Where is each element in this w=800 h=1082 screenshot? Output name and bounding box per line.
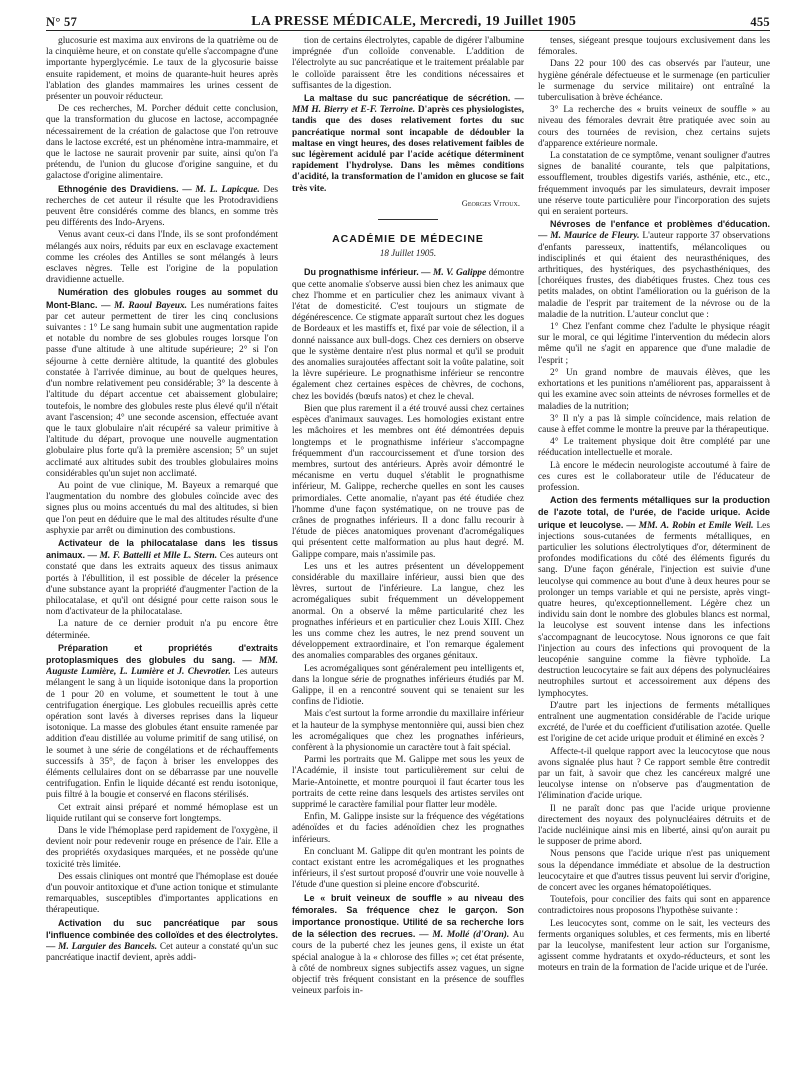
paragraph: Enfin, M. Galippe insiste sur la fréquence des végétations adénoïdes et du facies adénoïdien chez les prognathes inférieurs.	[292, 812, 524, 845]
paragraph: glucosurie est maxima aux environs de la quatrième ou de la cinquième heure, et on constate qu'elle s'accompagne d'une importante hyperglycémie. Le taux de la glycosurie baisse ensuite rapidement, et moins de quarante-huit heures après l'ablation des glandes mammaires les urines cessent de présenter un pouvoir réducteur.	[46, 36, 278, 103]
paragraph: Venus avant ceux-ci dans l'Inde, ils se sont profondément mélangés aux noirs, réduits par eux en esclavage exactement comme les créoles des Antilles se sont mélangés à leurs esclaves nègres. Telle est l'origine de la population dravidienne actuelle.	[46, 230, 278, 286]
section-text: Les injections sous-cutanées de ferments métalliques, en particulier les solutions électrolytiques d'or, déterminent de profondes modifications du côté des éléments figurés du sang. D'une façon générale, l'injection est suivie d'une leucolyse qui commence au bout d'une à deux heures pour se prolonger un temps variable et qui ne persiste, après vingt-quatre heures, qu'exceptionnellement. Légère chez un individu sain dont le nombre des globules blancs est normal, la leucolyse est souvent intense dans les infections s'accompagnant de leucocytose. Nous ignorons ce que fait l'injection au cours des infections qui provoquent de la leucopénie sanguine comme la fièvre typhoïde. La destruction leucocytaire se fait aux dépens des polynucléaires neutrophiles surtout et accessoirement aux dépens des lymphocytes.	[538, 520, 770, 699]
section-text: démontre que cette anomalie s'observe aussi bien chez les animaux que chez l'homme et en particulier chez les animaux vivant à l'état de domesticité. C'est toujours un stigmate de dégénérescence. Ce stigmate apparaît surtout chez les dogues de Bordeaux et les mastiffs et, fixé par voie de sélection, il a donné naissance aux bull-dogs. Chez ces derniers on observe que le système dentaire n'est plus normal et qu'il se produit des anomalies surajoutées affectant soit la voûte palatine, soit la lèvre supérieure. Le prognathisme inférieur se rencontre également chez certaines espèces de chèvres, de cochons, chez les bovidés (bœufs natos) et chez le cheval.	[292, 268, 524, 402]
section-author: — M. Maurice de Fleury.	[538, 231, 640, 242]
section-author: — M. F. Battelli et Mlle L. Stern.	[87, 551, 218, 562]
section-author: — MM H. Bierry et E-F. Terroine.	[292, 94, 524, 116]
paragraph: tenses, siégeant presque toujours exclusivement dans les fémorales.	[538, 36, 770, 58]
page-header	[46, 10, 770, 31]
paragraph: 3° La recherche des « bruits veineux de souffle » au niveau des fémorales devrait être pratiquée avec soin au cours des tournées de revision, chez certains sujets d'apparence extérieure normale.	[538, 105, 770, 149]
section	[292, 893, 524, 998]
paragraph: Des essais cliniques ont montré que l'hémoplase est douée d'un pouvoir antitoxique et d'une action tonique et stimulante remarquables, susceptibles d'importantes applications en thérapeutique.	[46, 871, 278, 916]
paragraph: Il ne paraît donc pas que l'acide urique provienne directement des noyaux des polynucléaires détruits et de l'acide nucléinique ainsi mis en liberté, ainsi qu'on aurait pu le supposer de prime abord.	[538, 803, 770, 848]
paragraph: Affecte-t-il quelque rapport avec la leucocytose que nous avons signalée plus haut ? Ce rapport semble être contredit par un fait, à savoir que chez les cancéreux malgré une leucolyse intense on n'observe pas d'augmentation de l'élimination d'acide urique.	[538, 746, 770, 802]
section-author: — M. Mollé (d'Oran).	[419, 930, 510, 941]
section-author: — M. Raoul Bayeux.	[101, 300, 187, 311]
paragraph: Bien que plus rarement il a été trouvé aussi chez certaines espèces d'animaux sauvages. Les homologies existant entre les mâchoires et les membres ont été démontrées depuis longtemps et le prognathisme inférieur s'accompagne fréquemment d'un raccourcissement et d'une torsion des membres, surtout des antérieurs. Après avoir démontré le mécanisme en vertu duquel s'établit le prognathisme inférieur, M. Galippe, recherche quelles en sont les causes primordiales. Cette anomalie, n'ayant pas été étudiée chez l'homme d'une façon systématique, on ne trouve pas de crânes de prognathes inférieurs. Il a donc fallu recourir à l'étude de pièces anatomiques provenant d'acromégaliques qui présentent cette malformation au plus haut degré. M. Galippe compare, mais n'assimile pas.	[292, 403, 524, 560]
section-title: Activateur de la philocatalase dans les tissus animaux.	[46, 537, 278, 561]
section-text: Au cours de la puberté chez les jeunes gens, il existe un état spécial analogue à la « chlorose des filles »; cet état présente, à côté de nombreux signes subjectifs assez vagues, un signe objectif très fréquent consistant en la présence de souffles veineux parfois in-	[292, 930, 524, 997]
paragraph: De ces recherches, M. Porcher déduit cette conclusion, que la transformation du glucose en lactose, accompagnée nécessairement de la création de galactose que l'on retrouve dans le lactose excrété, est un phénomène intra-mammaire, et que le lactose ne saurait provenir par suite, ainsi qu'on l'a prétendu, de l'union du glucose d'origine sanguine, et du galactose d'origine alimentaire.	[46, 104, 278, 182]
section-author: — M. Larguier des Bancels.	[46, 942, 158, 953]
section	[46, 643, 278, 802]
page-number-left: N° 57	[46, 15, 78, 29]
column-3	[538, 36, 770, 1076]
section-title: Ethnogénie des Dravidiens.	[58, 183, 179, 194]
section-title: Névroses de l'enfance et problèmes d'éducation.	[550, 219, 770, 230]
paragraph: Les acromégaliques sont généralement peu intelligents et, dans la longue série de prognathes inférieurs étudiés par M. Galippe, il en a rencontré souvent qui se tenaient sur les confins de l'idiotie.	[292, 663, 524, 708]
paragraph: Dans le vide l'hémoplase perd rapidement de l'oxygène, il devient noir pour redevenir rouge en présence de l'air. Elle a des propriétés oxydasiques marquées, et ne possède qu'une toxicité très limitée.	[46, 826, 278, 870]
columns	[46, 36, 770, 1076]
paragraph: Dans 22 pour 100 des cas observés par l'auteur, une hygiène générale défectueuse et le surmenage (en particulier le surmenage du service militaire) ont entraîné la tuberculisation à brève échéance.	[538, 59, 770, 104]
section-text: Des recherches de cet auteur il résulte que les Protodravidiens peuvent être considérés comme des blancs, en somme très peu différents des Indo-Aryens.	[46, 184, 278, 229]
paragraph: Les leucocytes sont, comme on le sait, les vecteurs des ferments organiques solubles, et ces ferments, mis en liberté par la leucolyse, manifestent leur action sur l'organisme, agissent comme hydratants et oxydo-réducteurs, et sont les moteurs en train de la formation de l'acide urique et de l'urée.	[538, 918, 770, 974]
section	[46, 184, 278, 230]
section-author: — M. V. Galippe	[421, 268, 487, 279]
section-author: — MM. A. Robin et Emile Weil.	[626, 520, 754, 531]
section	[46, 287, 278, 479]
section-title: Le « bruit veineux de souffle » au niveau des fémorales. Sa fréquence chez le garçon. Son importance pronostique. Utilité de sa recherche lors de la sélection des recrues.	[292, 892, 524, 940]
paragraph: tion de certains électrolytes, capable de digérer l'albumine imprégnée d'un colloïde convenable. L'addition de l'électrolyte au suc pancréatique et le traitement préalable par le colloïde paraissent être les conditions nécessaires et suffisantes de la digestion.	[292, 36, 524, 91]
section-text: Cet auteur a constaté qu'un suc pancréatique inactif devient, après addi-	[46, 942, 278, 964]
divider	[378, 219, 438, 220]
section-text: L'auteur rapporte 37 observations d'enfants paresseux, inattentifs, mélancoliques ou indisciplinés et qui étaient des neurasthéniques, des arthritiques, des hystériques, des psychasthéniques, des [choréiques frustes, des diabétiques frustes. Chez tous ces petits malades, on obtint l'amélioration ou la guérison de la maladie de l'esprit par traitement de la névrose ou de la maladie de la nutrition. L'auteur conclut que :	[538, 231, 770, 320]
section-text: Les numérations faites par cet auteur permettent de tirer les cinq conclusions suivantes : 1° Le sang humain subit une augmentation rapide et notable du nombre de ses globules rouges lorsque l'on passe d'une altitude à une altitude supérieure; 2° si l'on séjourne à cette dernière altitude, la quantité des globules constatée à l'arrivée diminue, au bout de quelques heures, d'un nombre relativement peu considérable; 3° la descente à l'altitude du départ accentue cet abaissement globulaire; toutefois, le nombre des globules reste plus élevé qu'il n'était avant l'ascension; 4° une seconde ascension, effectuée avant que le taux globulaire n'ait récupéré sa valeur primitive à l'altitude du départ, provoque une nouvelle augmentation globulaire plus forte qu'à la première ascension; 5° un sujet acclimaté aux altitudes subit des troubles globulaires moins considérables qu'un sujet non acclimaté.	[46, 300, 278, 479]
section	[46, 918, 278, 965]
section	[538, 219, 770, 321]
section-title: Du prognathisme inférieur.	[304, 267, 419, 278]
section-text: Les auteurs mélangent le sang à un liquide isotonique dans la proportion de 1 pour 20 en volume, et soumettent le tout à une centrifugation énergique. Les globules recueillis après cette opération sont lavés à diverses reprises dans la liqueur isotonique. La masse des globules étant ensuite ramenée par addition d'eau distillée au volume primitif de sang utilisé, on le soumet à une série de congélations et de réchauffements successifs à 35°, de façon à briser les enveloppes des éléments cellulaires dont on se débarrasse par une nouvelle centrifugation. Enfin le liquide décanté est rendu isotonique, puis filtré à la bougie et conservé en flacons stérilisés.	[46, 667, 278, 801]
paragraph: 3° Il n'y a pas là simple coïncidence, mais relation de cause à effet comme le montre la preuve par la thérapeutique.	[538, 413, 770, 435]
section	[538, 495, 770, 700]
section	[292, 93, 524, 195]
academy-date: 18 Juillet 1905.	[379, 248, 437, 259]
column-1	[46, 36, 278, 1076]
section-text: Ces auteurs ont constaté que dans les extraits aqueux des tissus animaux portés à l'ébullition, il est possible de déceler la présence d'une substance ayant la propriété d'augmenter l'action de la philocatalase, et qu'il ont désigné pour cette raison sous le nom d'activateur de la philocatalase.	[46, 551, 278, 618]
paragraph: Parmi les portraits que M. Galippe met sous les yeux de l'Académie, il insiste tout particulièrement sur celui de Marie-Antoinette, et montre pourquoi il faut écarter tous les portraits de cette reine dans lesquels des artistes serviles ont supprimé le caractère familial pour flatter leur modèle.	[292, 755, 524, 810]
paragraph: En concluant M. Galippe dit qu'en montrant les points de contact existant entre les acromégaliques et les prognathes inférieurs, il s'est surtout proposé d'ouvrir une voie nouvelle à l'étude d'une question si pleine encore d'obscurité.	[292, 846, 524, 891]
signature: Georges Vitoux.	[461, 197, 520, 208]
section	[46, 538, 278, 618]
section-title: Préparation et propriétés d'extraits protoplasmiques des globules du sang.	[46, 642, 278, 665]
paragraph: D'autre part les injections de ferments métalliques entraînent une augmentation considérable de l'acide urique excrété, de l'urée et du coefficient d'utilisation azotée. Quelle est l'origine de cet acide urique produit et éliminé en excès ?	[538, 700, 770, 745]
paragraph: Les uns et les autres présentent un développement considérable du maxillaire inférieur, aussi bien que des lèvres, surtout de l'inférieure. La langue, chez les acromégaliques subit fréquemment un développement anormal. On a observé la même particularité chez les prognathes inférieurs et en particulier chez Louis XIII. Chez les uns comme chez les autres, le nez prend souvent un développement extraordinaire, et l'on remarque également des anomalies comparables des organes génitaux.	[292, 561, 524, 662]
paragraph: 4° Le traitement physique doit être complété par une rééducation intellectuelle et morale.	[538, 437, 770, 459]
paragraph: La nature de ce dernier produit n'a pu encore être déterminée.	[46, 619, 278, 641]
paragraph: Là encore le médecin neurologiste accoutumé à faire de ces cures est le collaborateur utile de l'éducateur de profession.	[538, 460, 770, 493]
section-author: — M. L. Lapicque.	[182, 184, 260, 195]
section-title: Numération des globules rouges au sommet du Mont-Blanc.	[46, 287, 278, 310]
page-number-right: 455	[750, 15, 770, 29]
paragraph: Nous pensons que l'acide urique n'est pas uniquement sous la dépendance immédiate et absolue de la destruction leucocytaire et que d'autres tissus peuvent lui servir d'origine, de concert avec les organes hématopoïétiques.	[538, 849, 770, 894]
paragraph: Cet extrait ainsi préparé et nommé hémoplase est un liquide rutilant qui se conserve fort longtemps.	[46, 802, 278, 824]
section-text: D'après ces physiologistes, tandis que des doses relativement fortes du suc pancréatique normal sont incapable de dédoubler la maltase en vingt heures, des doses relativement faibles de suc légèrement acidulé par l'acide acétique déterminent rapidement l'hydrolyse. Dans les mêmes conditions d'acidité, la transformation de l'amidon en glucose se fait très vite.	[292, 105, 524, 194]
paragraph: 2° Un grand nombre de mauvais élèves, que les exhortations et les punitions n'améliorent pas, apparaissent à qui les examine avec soin atteints de névroses formelles et de maladies de la nutrition;	[538, 367, 770, 412]
section-title: La maltase du suc pancréatique de sécrétion.	[304, 93, 511, 104]
section	[292, 267, 524, 402]
journal-title: LA PRESSE MÉDICALE, Mercredi, 19 Juillet 1905	[251, 14, 577, 29]
section-title: Activation du suc pancréatique par sous l'influence combinée des colloïdes et des électrolytes.	[46, 917, 278, 940]
paragraph: Toutefois, pour concilier des faits qui sont en apparence contradictoires nous proposons l'hypothèse suivante :	[538, 895, 770, 917]
academy-heading: ACADÉMIE DE MÉDECINE	[332, 233, 484, 246]
paragraph: La constatation de ce symptôme, venant souligner d'autres signes de banalité courante, tels que palpitations, essoufflement, troubles digestifs variés, asthénie, etc., etc., fréquemment invoqués par les simulateurs, devrait imposer une réserve toute particulière pour l'incorporation des sujets qui en seraient porteurs.	[538, 151, 770, 218]
paragraph: 1° Chez l'enfant comme chez l'adulte le physique réagit sur le moral, ce qui légitime l'intervention du médecin alors même qu'il ne s'agit en apparence que d'une maladie de l'esprit ;	[538, 322, 770, 366]
paragraph: Mais c'est surtout la forme arrondie du maxillaire inférieur et la hauteur de la symphyse mentonnière qui, aussi bien chez les acromégaliques que chez les prognathes inférieurs, confèrent à la physionomie un caractère tout à fait spécial.	[292, 709, 524, 753]
section-author: — MM. Auguste Lumière, L. Lumière et J. Chevrotier.	[46, 655, 278, 678]
column-2	[292, 36, 524, 1076]
section-title: Action des ferments métalliques sur la production de l'azote total, de l'urée, de l'acide urique. Acide urique et leucolyse.	[538, 495, 770, 530]
paragraph: Au point de vue clinique, M. Bayeux a remarqué que l'augmentation du nombre des globules coïncide avec des signes plus ou moins accentués du mal des altitudes, si bien que l'on peut en déduire que le mal des altitudes résulte d'une asphyxie par arrêt ou diminution des combustions.	[46, 480, 278, 536]
